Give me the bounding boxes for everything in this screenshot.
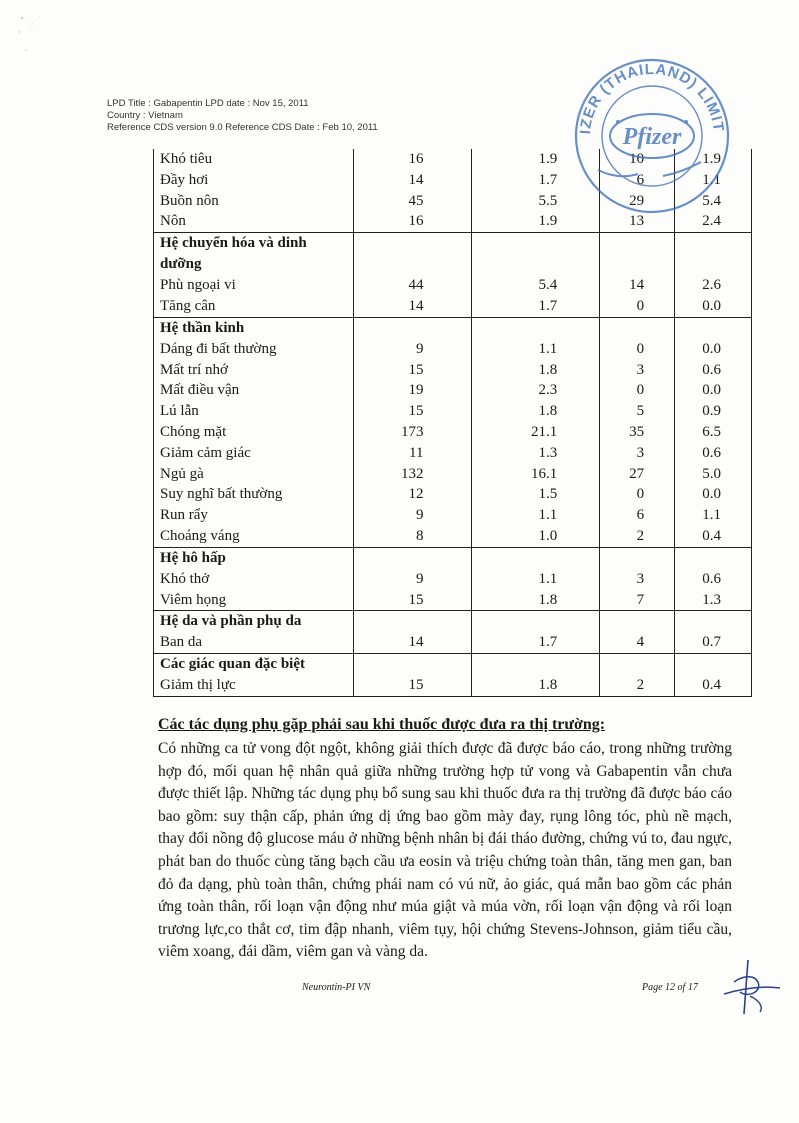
empty-cell [600, 317, 675, 339]
value-cell-1: 44 [353, 275, 472, 296]
value-cell-2: 1.7 [472, 632, 600, 653]
value-cell-3: 3 [600, 569, 675, 590]
value-cell-3: 0 [600, 296, 675, 317]
value-cell-1: 15 [353, 590, 472, 611]
value-cell-4: 0.4 [675, 675, 752, 696]
value-cell-3: 3 [600, 443, 675, 464]
event-name-cell: Đầy hơi [154, 170, 354, 191]
empty-cell [600, 233, 675, 276]
svg-text:PFIZER (THAILAND) LIMITED [568, 52, 727, 135]
event-name-cell: Giảm cảm giác [154, 443, 354, 464]
table-row [154, 339, 752, 360]
value-cell-2: 1.8 [472, 590, 600, 611]
value-cell-1: 8 [353, 526, 472, 547]
empty-cell [353, 317, 472, 339]
event-name-cell: Suy nghĩ bất thường [154, 484, 354, 505]
value-cell-3: 4 [600, 632, 675, 653]
value-cell-4: 1.1 [675, 170, 752, 191]
value-cell-2: 1.8 [472, 401, 600, 422]
value-cell-3: 0 [600, 380, 675, 401]
event-name-cell: Khó thở [154, 569, 354, 590]
table-row [154, 590, 752, 611]
event-name-cell: Choáng váng [154, 526, 354, 547]
table-row [154, 422, 752, 443]
header-line-reference: Reference CDS version 9.0 Reference CDS Date : Feb 10, 2011 [107, 122, 378, 133]
header-line-country: Country : Vietnam [107, 110, 183, 121]
value-cell-1: 14 [353, 170, 472, 191]
value-cell-4: 0.0 [675, 296, 752, 317]
value-cell-1: 9 [353, 339, 472, 360]
value-cell-4: 0.0 [675, 339, 752, 360]
value-cell-2: 1.9 [472, 211, 600, 232]
value-cell-1: 14 [353, 296, 472, 317]
value-cell-3: 7 [600, 590, 675, 611]
empty-cell [600, 611, 675, 633]
table-row [154, 484, 752, 505]
value-cell-1: 12 [353, 484, 472, 505]
table-row [154, 675, 752, 696]
table-row [154, 275, 752, 296]
value-cell-2: 16.1 [472, 464, 600, 485]
value-cell-1: 132 [353, 464, 472, 485]
table-row [154, 526, 752, 547]
value-cell-2: 5.4 [472, 275, 600, 296]
value-cell-3: 13 [600, 211, 675, 232]
value-cell-4: 1.9 [675, 149, 752, 170]
value-cell-4: 6.5 [675, 422, 752, 443]
header-line-title: LPD Title : Gabapentin LPD date : Nov 15, 2011 [107, 98, 309, 109]
empty-cell [675, 547, 752, 569]
empty-cell [472, 654, 600, 676]
value-cell-3: 2 [600, 526, 675, 547]
table-section-row [154, 611, 752, 633]
footer-document-id: Neurontin-PI VN [302, 982, 371, 993]
empty-cell [600, 654, 675, 676]
empty-cell [472, 317, 600, 339]
value-cell-2: 1.8 [472, 360, 600, 381]
value-cell-2: 1.8 [472, 675, 600, 696]
empty-cell [675, 317, 752, 339]
table-row [154, 464, 752, 485]
adverse-events-table [153, 149, 752, 697]
value-cell-4: 5.0 [675, 464, 752, 485]
value-cell-2: 2.3 [472, 380, 600, 401]
table-row [154, 569, 752, 590]
value-cell-3: 10 [600, 149, 675, 170]
table-section-row [154, 233, 752, 276]
scan-specks [10, 10, 80, 70]
stamp-logo-text: Pfizer [622, 124, 682, 150]
event-name-cell: Mất trí nhớ [154, 360, 354, 381]
value-cell-2: 5.5 [472, 191, 600, 212]
value-cell-4: 0.9 [675, 401, 752, 422]
postmarketing-title: Các tác dụng phụ gặp phải sau khi thuốc được đưa ra thị trường: [158, 716, 606, 733]
value-cell-2: 1.0 [472, 526, 600, 547]
empty-cell [353, 611, 472, 633]
empty-cell [353, 233, 472, 276]
value-cell-3: 29 [600, 191, 675, 212]
section-label: Hệ chuyển hóa và dinh dưỡng [154, 233, 354, 276]
table-row [154, 632, 752, 653]
table-section-row [154, 317, 752, 339]
empty-cell [600, 547, 675, 569]
value-cell-3: 5 [600, 401, 675, 422]
table-row [154, 296, 752, 317]
document-header [107, 98, 378, 134]
company-stamp [568, 52, 736, 220]
empty-cell [675, 611, 752, 633]
value-cell-3: 14 [600, 275, 675, 296]
value-cell-4: 1.3 [675, 590, 752, 611]
table-row [154, 443, 752, 464]
event-name-cell: Mất điều vận [154, 380, 354, 401]
value-cell-3: 35 [600, 422, 675, 443]
value-cell-4: 1.1 [675, 505, 752, 526]
value-cell-1: 15 [353, 401, 472, 422]
event-name-cell: Ngủ gà [154, 464, 354, 485]
value-cell-2: 1.5 [472, 484, 600, 505]
value-cell-4: 2.6 [675, 275, 752, 296]
value-cell-1: 9 [353, 505, 472, 526]
value-cell-1: 11 [353, 443, 472, 464]
section-label: Hệ hô hấp [154, 547, 354, 569]
event-name-cell: Tăng cân [154, 296, 354, 317]
event-name-cell: Chóng mặt [154, 422, 354, 443]
table-row [154, 380, 752, 401]
value-cell-4: 5.4 [675, 191, 752, 212]
table-section-row [154, 654, 752, 676]
value-cell-1: 16 [353, 149, 472, 170]
value-cell-1: 19 [353, 380, 472, 401]
empty-cell [675, 233, 752, 276]
footer-page-number: Page 12 of 17 [642, 982, 698, 993]
value-cell-4: 2.4 [675, 211, 752, 232]
value-cell-2: 1.7 [472, 296, 600, 317]
value-cell-1: 16 [353, 211, 472, 232]
event-name-cell: Nôn [154, 211, 354, 232]
event-name-cell: Khó tiêu [154, 149, 354, 170]
table-row [154, 505, 752, 526]
stamp-company-text: IZER (THAILAND) LIMIT [576, 60, 728, 135]
empty-cell [472, 547, 600, 569]
value-cell-4: 0.6 [675, 443, 752, 464]
value-cell-4: 0.6 [675, 569, 752, 590]
section-label: Hệ thần kinh [154, 317, 354, 339]
value-cell-2: 21.1 [472, 422, 600, 443]
value-cell-2: 1.9 [472, 149, 600, 170]
value-cell-4: 0.4 [675, 526, 752, 547]
value-cell-2: 1.7 [472, 170, 600, 191]
value-cell-3: 0 [600, 484, 675, 505]
value-cell-2: 1.1 [472, 339, 600, 360]
value-cell-4: 0.0 [675, 380, 752, 401]
value-cell-1: 9 [353, 569, 472, 590]
empty-cell [472, 233, 600, 276]
value-cell-3: 0 [600, 339, 675, 360]
event-name-cell: Dáng đi bất thường [154, 339, 354, 360]
postmarketing-paragraph: Có những ca tử vong đột ngột, không giải thích được đã được báo cáo, trong những trường hợp đó, mối quan hệ nhân quả giữa những trường hợp tử vong và Gabapentin vẫn chưa được thiết lập. Những tác dụng phụ bổ sung sau khi thuốc đưa ra thị trường đã được báo cáo bao gồm: suy thận cấp, phản ứng dị ứng bao gồm mày đay, rụng lông tóc, phù nề mạch, thay đổi nồng độ glucose máu ở những bệnh nhân bị đái tháo đường, chứng vú to, đau ngực, phát ban do thuốc cùng tăng bạch cầu ưa eosin và triệu chứng toàn thân, tăng men gan, ban đỏ đa dạng, phù toàn thân, chứng phái nam có vú nữ, ảo giác, quá mẫn bao gồm các phản ứng toàn thân, rối loạn vận động như múa giật và múa vờn, rối loạn vận động và rối loạn trương lực,co thắt cơ, tim đập nhanh, viêm tụy, hội chứng Stevens-Johnson, giảm tiểu cầu, viêm xoang, đái dầm, viêm gan và vàng da. [158, 740, 732, 961]
value-cell-3: 6 [600, 170, 675, 191]
event-name-cell: Lú lẫn [154, 401, 354, 422]
value-cell-1: 173 [353, 422, 472, 443]
value-cell-4: 0.7 [675, 632, 752, 653]
table-row [154, 360, 752, 381]
value-cell-2: 1.1 [472, 569, 600, 590]
event-name-cell: Viêm họng [154, 590, 354, 611]
event-name-cell: Ban da [154, 632, 354, 653]
value-cell-2: 1.3 [472, 443, 600, 464]
event-name-cell: Phù ngoại vi [154, 275, 354, 296]
value-cell-4: 0.6 [675, 360, 752, 381]
section-label: Hệ da và phần phụ da [154, 611, 354, 633]
value-cell-1: 15 [353, 360, 472, 381]
empty-cell [353, 547, 472, 569]
value-cell-4: 0.0 [675, 484, 752, 505]
value-cell-3: 2 [600, 675, 675, 696]
value-cell-2: 1.1 [472, 505, 600, 526]
empty-cell [675, 654, 752, 676]
table-row [154, 401, 752, 422]
value-cell-1: 45 [353, 191, 472, 212]
value-cell-1: 15 [353, 675, 472, 696]
table-section-row [154, 547, 752, 569]
empty-cell [472, 611, 600, 633]
handwritten-signature [714, 952, 786, 1024]
section-label: Các giác quan đặc biệt [154, 654, 354, 676]
value-cell-1: 14 [353, 632, 472, 653]
event-name-cell: Buồn nôn [154, 191, 354, 212]
value-cell-3: 27 [600, 464, 675, 485]
event-name-cell: Run rẩy [154, 505, 354, 526]
empty-cell [353, 654, 472, 676]
event-name-cell: Giảm thị lực [154, 675, 354, 696]
value-cell-3: 3 [600, 360, 675, 381]
value-cell-3: 6 [600, 505, 675, 526]
